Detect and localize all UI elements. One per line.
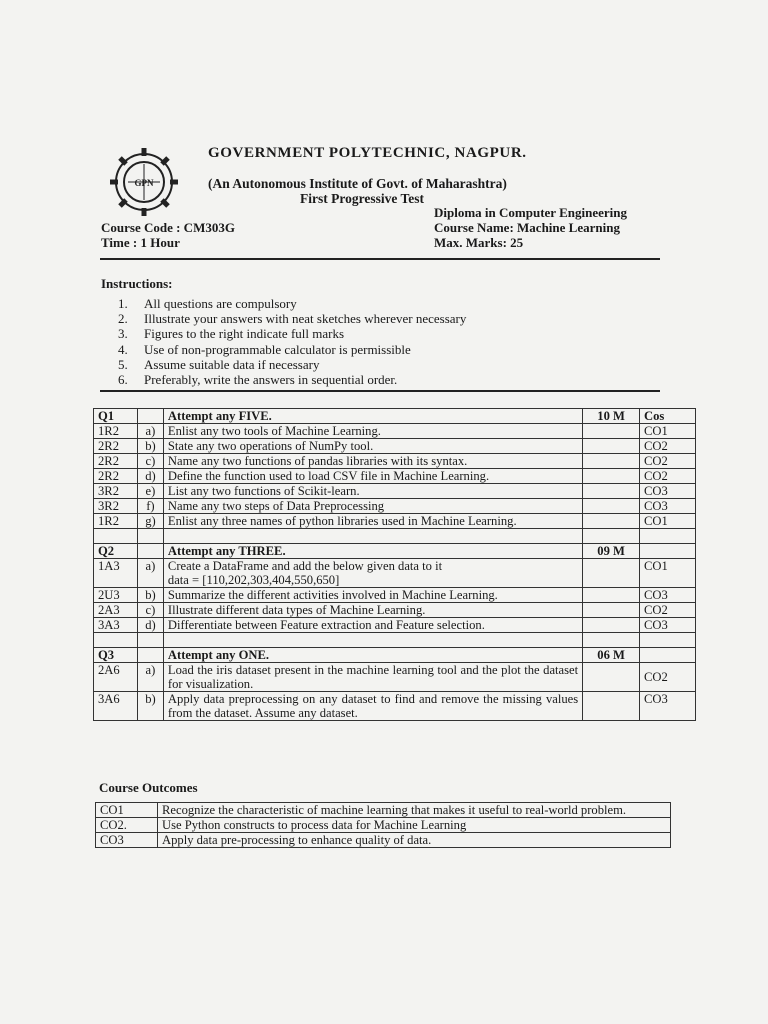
table-row: 1R2 a) Enlist any two tools of Machine Learning. CO1 <box>94 424 696 439</box>
spacer-row <box>94 529 696 544</box>
q3-title: Attempt any ONE. <box>163 648 582 663</box>
table-row: 1A3 a) Create a DataFrame and add the below given data to it data = [110,202,303,404,550,650] CO1 <box>94 559 696 588</box>
q2-header-row <box>94 544 696 559</box>
q1-title: Attempt any FIVE. <box>163 409 582 424</box>
table-row: 2U3 b) Summarize the different activities involved in Machine Learning. CO3 <box>94 588 696 603</box>
questions-table <box>93 408 696 721</box>
q1-marks: 10 M <box>583 409 640 424</box>
table-row: CO2. Use Python constructs to process data for Machine Learning <box>96 818 671 833</box>
table-row: CO1 Recognize the characteristic of machine learning that makes it useful to real-world problem. <box>96 803 671 818</box>
q2-marks: 09 M <box>583 544 640 559</box>
course-outcomes-heading: Course Outcomes <box>99 780 198 795</box>
header-divider <box>100 258 660 260</box>
course-outcomes-table <box>95 802 671 848</box>
q2-label: Q2 <box>94 544 138 559</box>
table-row: 3R2 f) Name any two steps of Data Preprocessing CO3 <box>94 499 696 514</box>
instruction-item: 2. Illustrate your answers with neat sketches wherever necessary <box>118 311 467 327</box>
instructions-list <box>118 296 466 387</box>
table-row: 2R2 c) Name any two functions of pandas libraries with its syntax. CO2 <box>94 454 696 469</box>
table-row: 1R2 g) Enlist any three names of python libraries used in Machine Learning. CO1 <box>94 514 696 529</box>
instruction-item: 3. Figures to the right indicate full marks <box>118 326 345 342</box>
table-row: 3A6 b) Apply data preprocessing on any dataset to find and remove the missing values from the dataset. Assume any dataset. CO3 <box>94 692 696 721</box>
spacer-row <box>94 633 696 648</box>
q1-header-row <box>94 409 696 424</box>
instruction-item: 6. Preferably, write the answers in sequential order. <box>118 372 398 388</box>
course-code: Course Code : CM303G <box>101 220 235 235</box>
table-row: 2R2 d) Define the function used to load CSV file in Machine Learning. CO2 <box>94 469 696 484</box>
autonomous-line: (An Autonomous Institute of Govt. of Maharashtra) <box>208 176 507 191</box>
course-meta-left <box>101 220 235 250</box>
table-row: 3A3 d) Differentiate between Feature extraction and Feature selection. CO3 <box>94 618 696 633</box>
institute-name: GOVERNMENT POLYTECHNIC, NAGPUR. <box>208 145 527 161</box>
q3-label: Q3 <box>94 648 138 663</box>
instruction-item: 1. All questions are compulsory <box>118 296 297 311</box>
cos-header: Cos <box>640 409 696 424</box>
instructions-heading: Instructions: <box>101 276 173 291</box>
table-row: CO3 Apply data pre-processing to enhance quality of data. <box>96 833 671 848</box>
table-row: 3R2 e) List any two functions of Scikit-learn. CO3 <box>94 484 696 499</box>
q2-title: Attempt any THREE. <box>163 544 582 559</box>
table-row: 2A6 a) Load the iris dataset present in the machine learning tool and the plot the dataset for visualization. CO2 <box>94 663 696 692</box>
q1-label: Q1 <box>94 409 138 424</box>
course-meta-right <box>434 205 627 250</box>
table-row: 2R2 b) State any two operations of NumPy tool. CO2 <box>94 439 696 454</box>
instruction-item: 4. Use of non-programmable calculator is permissible <box>118 341 411 357</box>
institute-logo-icon <box>98 146 190 218</box>
time-allowed: Time : 1 Hour <box>101 235 180 250</box>
test-title: First Progressive Test <box>300 191 424 206</box>
q3-marks: 06 M <box>583 648 640 663</box>
instructions-divider <box>100 390 660 392</box>
diploma-name: Diploma in Computer Engineering <box>434 205 627 220</box>
instruction-item: 5. Assume suitable data if necessary <box>118 356 320 372</box>
q3-header-row <box>94 648 696 663</box>
logo-text: GPN <box>134 178 154 188</box>
table-row: 2A3 c) Illustrate different data types of Machine Learning. CO2 <box>94 603 696 618</box>
course-name: Course Name: Machine Learning <box>434 220 620 235</box>
max-marks: Max. Marks: 25 <box>434 235 524 250</box>
